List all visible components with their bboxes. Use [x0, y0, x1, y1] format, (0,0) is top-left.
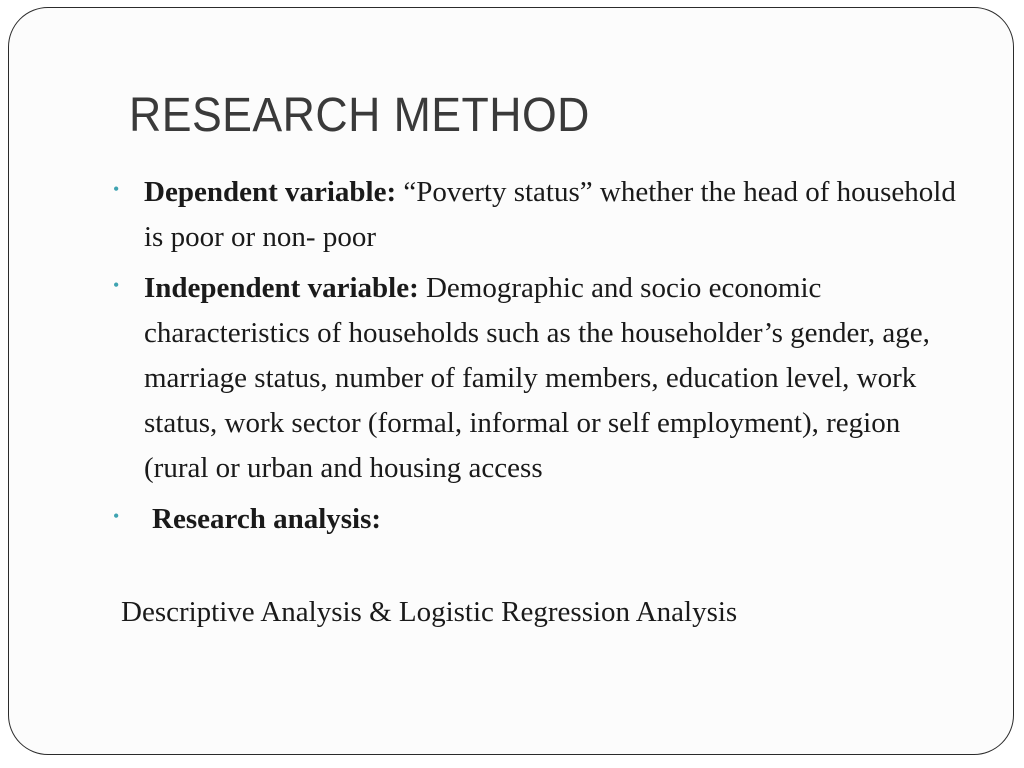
- bullet-term: Dependent variable:: [144, 176, 397, 208]
- slide-title: RESEARCH METHOD: [129, 89, 590, 142]
- bullet-dot-icon: •: [113, 179, 120, 199]
- bullet-dot-icon: •: [113, 275, 120, 295]
- bullet-text: “Poverty status” whether the head of household is poor or non- poor: [144, 176, 956, 253]
- bullet-term: Research analysis:: [152, 503, 382, 535]
- bullet-independent-variable: [110, 266, 970, 491]
- bullet-research-analysis: [110, 497, 970, 542]
- bullet-dot-icon: •: [113, 506, 120, 526]
- bullet-text: Demographic and socio economic characteristics of households such as the householder’s gender, age, marriage status, number of family members, education level, work status, work sector (formal, informal or self employment), region (rural or urban and housing access: [144, 272, 930, 484]
- bullet-list: [110, 170, 970, 548]
- bullet-dependent-variable: [110, 170, 970, 260]
- analysis-methods-line: Descriptive Analysis & Logistic Regression Analysis: [121, 596, 738, 628]
- bullet-term: Independent variable:: [144, 272, 419, 304]
